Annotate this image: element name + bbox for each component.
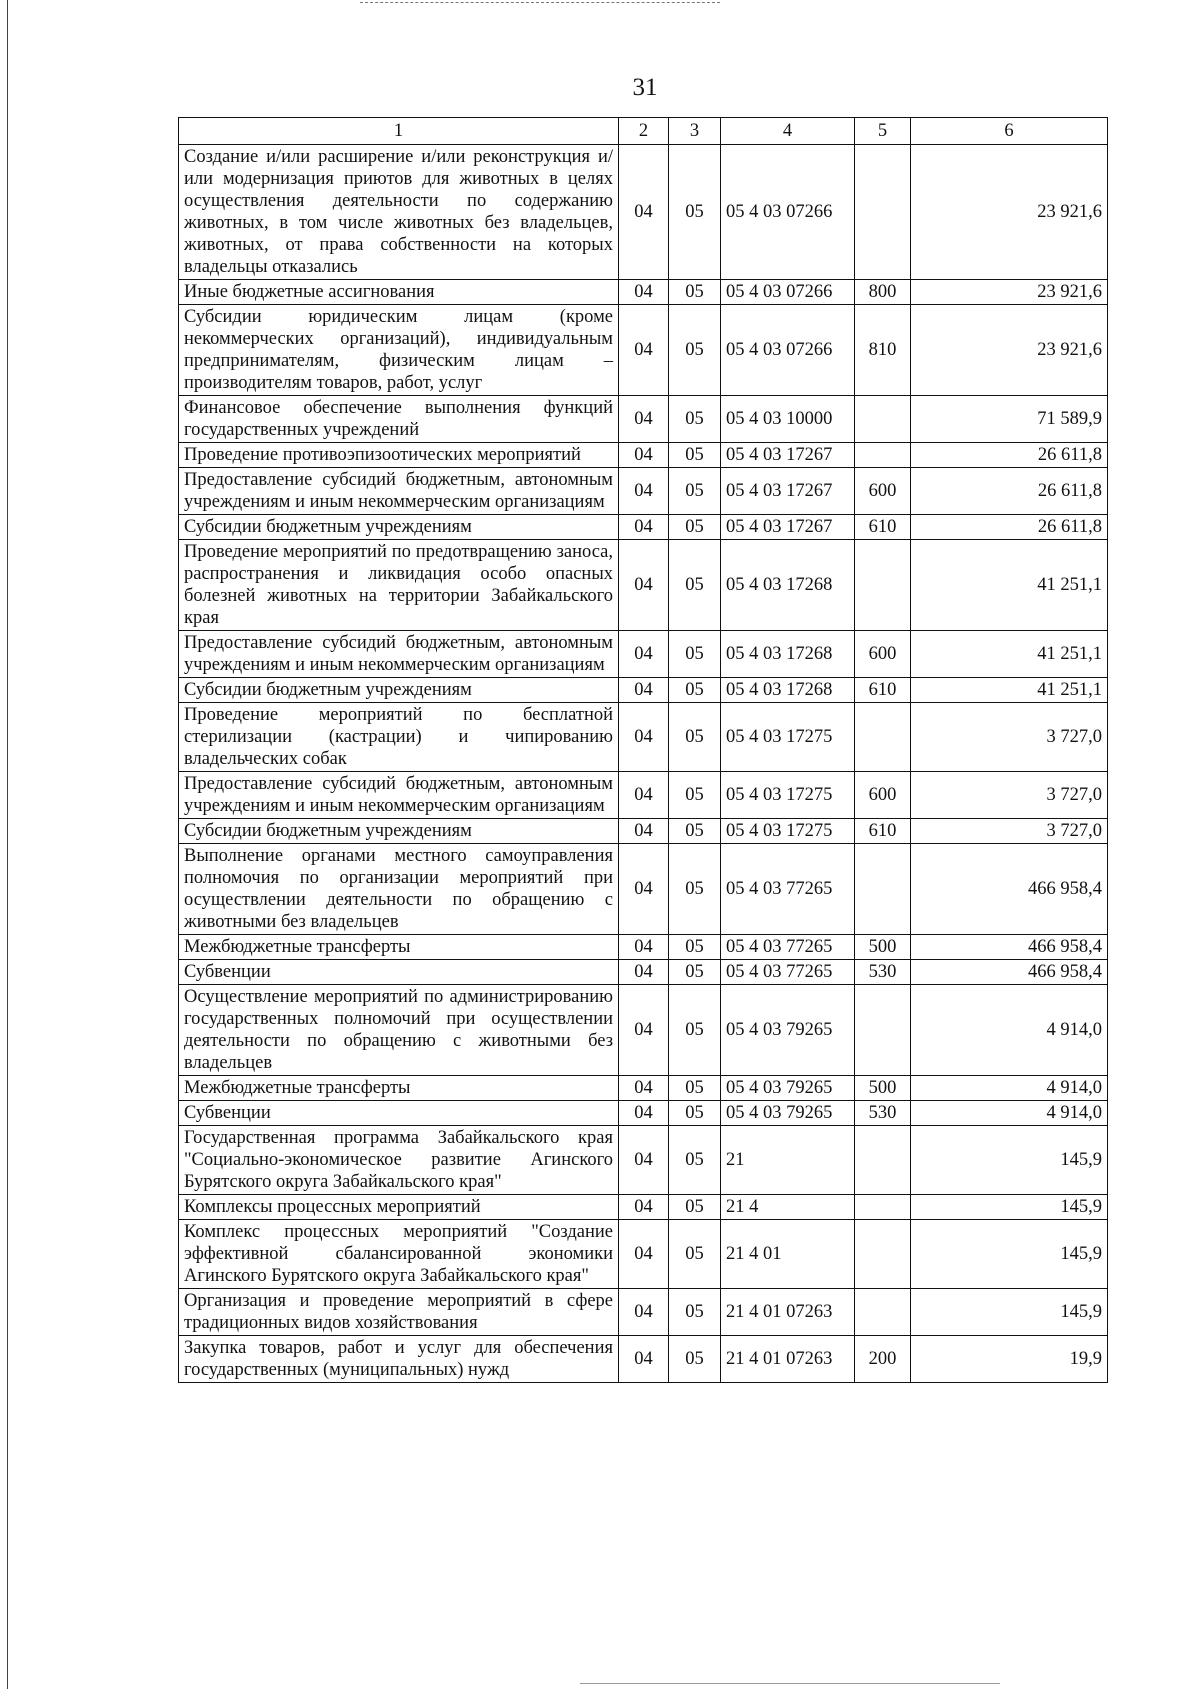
row-sum-cell: 41 251,1 bbox=[911, 540, 1108, 631]
row-expense-type-cell bbox=[855, 540, 911, 631]
row-section-cell: 04 bbox=[619, 631, 669, 678]
row-name-cell: Межбюджетные трансферты bbox=[179, 935, 619, 960]
table-row bbox=[179, 1289, 1108, 1336]
row-expense-type-cell: 500 bbox=[855, 935, 911, 960]
row-subsection-cell: 05 bbox=[669, 1195, 721, 1220]
row-expense-type-cell bbox=[855, 396, 911, 443]
row-section-cell: 04 bbox=[619, 1101, 669, 1126]
row-subsection-cell: 05 bbox=[669, 145, 721, 280]
row-article-cell: 05 4 03 17267 bbox=[721, 468, 855, 515]
row-name-cell: Иные бюджетные ассигнования bbox=[179, 280, 619, 305]
budget-table bbox=[178, 117, 1108, 1383]
row-expense-type-cell: 810 bbox=[855, 305, 911, 396]
table-row bbox=[179, 1195, 1108, 1220]
row-article-cell: 05 4 03 17268 bbox=[721, 540, 855, 631]
page-top-edge bbox=[360, 2, 720, 4]
row-name-cell: Комплекс процессных мероприятий "Создание эффективной сбалансированной экономики Агинского Бурятского округа Забайкальского края" bbox=[179, 1220, 619, 1289]
row-article-cell: 05 4 03 77265 bbox=[721, 935, 855, 960]
row-sum-cell: 466 958,4 bbox=[911, 960, 1108, 985]
row-name-cell: Субсидии бюджетным учреждениям bbox=[179, 678, 619, 703]
row-sum-cell: 145,9 bbox=[911, 1220, 1108, 1289]
row-sum-cell: 26 611,8 bbox=[911, 515, 1108, 540]
row-subsection-cell: 05 bbox=[669, 985, 721, 1076]
row-subsection-cell: 05 bbox=[669, 540, 721, 631]
row-section-cell: 04 bbox=[619, 145, 669, 280]
table-row bbox=[179, 145, 1108, 280]
row-section-cell: 04 bbox=[619, 305, 669, 396]
row-expense-type-cell: 610 bbox=[855, 819, 911, 844]
row-article-cell: 05 4 03 77265 bbox=[721, 844, 855, 935]
column-header: 6 bbox=[911, 118, 1108, 145]
row-name-cell: Проведение мероприятий по бесплатной стерилизации (кастрации) и чипированию владельческих собак bbox=[179, 703, 619, 772]
table-row bbox=[179, 1101, 1108, 1126]
row-sum-cell: 23 921,6 bbox=[911, 305, 1108, 396]
column-header: 2 bbox=[619, 118, 669, 145]
row-subsection-cell: 05 bbox=[669, 280, 721, 305]
row-expense-type-cell bbox=[855, 145, 911, 280]
row-sum-cell: 466 958,4 bbox=[911, 844, 1108, 935]
row-name-cell: Предоставление субсидий бюджетным, автономным учреждениям и иным некоммерческим организациям bbox=[179, 631, 619, 678]
row-subsection-cell: 05 bbox=[669, 678, 721, 703]
row-subsection-cell: 05 bbox=[669, 1220, 721, 1289]
row-subsection-cell: 05 bbox=[669, 305, 721, 396]
row-sum-cell: 3 727,0 bbox=[911, 772, 1108, 819]
row-subsection-cell: 05 bbox=[669, 443, 721, 468]
row-article-cell: 05 4 03 17268 bbox=[721, 631, 855, 678]
table-row bbox=[179, 443, 1108, 468]
row-section-cell: 04 bbox=[619, 468, 669, 515]
table-header-row bbox=[179, 118, 1108, 145]
row-subsection-cell: 05 bbox=[669, 468, 721, 515]
row-name-cell: Комплексы процессных мероприятий bbox=[179, 1195, 619, 1220]
row-expense-type-cell: 610 bbox=[855, 515, 911, 540]
table-row bbox=[179, 844, 1108, 935]
row-subsection-cell: 05 bbox=[669, 1076, 721, 1101]
row-subsection-cell: 05 bbox=[669, 819, 721, 844]
row-section-cell: 04 bbox=[619, 1195, 669, 1220]
row-expense-type-cell bbox=[855, 1126, 911, 1195]
row-expense-type-cell: 530 bbox=[855, 960, 911, 985]
table-row bbox=[179, 631, 1108, 678]
row-article-cell: 05 4 03 17267 bbox=[721, 443, 855, 468]
row-subsection-cell: 05 bbox=[669, 960, 721, 985]
row-article-cell: 05 4 03 07266 bbox=[721, 305, 855, 396]
page-number: 31 bbox=[632, 74, 658, 101]
row-sum-cell: 41 251,1 bbox=[911, 631, 1108, 678]
row-section-cell: 04 bbox=[619, 396, 669, 443]
row-name-cell: Государственная программа Забайкальского края "Социально-экономическое развитие Агинского Бурятского округа Забайкальского края" bbox=[179, 1126, 619, 1195]
row-article-cell: 05 4 03 07266 bbox=[721, 145, 855, 280]
row-expense-type-cell bbox=[855, 703, 911, 772]
row-section-cell: 04 bbox=[619, 540, 669, 631]
row-sum-cell: 71 589,9 bbox=[911, 396, 1108, 443]
row-expense-type-cell: 800 bbox=[855, 280, 911, 305]
row-article-cell: 21 bbox=[721, 1126, 855, 1195]
row-expense-type-cell: 200 bbox=[855, 1336, 911, 1383]
row-sum-cell: 145,9 bbox=[911, 1289, 1108, 1336]
table-row bbox=[179, 540, 1108, 631]
row-name-cell: Субвенции bbox=[179, 1101, 619, 1126]
row-sum-cell: 41 251,1 bbox=[911, 678, 1108, 703]
row-subsection-cell: 05 bbox=[669, 396, 721, 443]
column-header: 4 bbox=[721, 118, 855, 145]
row-subsection-cell: 05 bbox=[669, 935, 721, 960]
row-name-cell: Предоставление субсидий бюджетным, автономным учреждениям и иным некоммерческим организациям bbox=[179, 772, 619, 819]
row-article-cell: 21 4 bbox=[721, 1195, 855, 1220]
row-sum-cell: 3 727,0 bbox=[911, 703, 1108, 772]
row-subsection-cell: 05 bbox=[669, 1289, 721, 1336]
row-expense-type-cell: 530 bbox=[855, 1101, 911, 1126]
table-row bbox=[179, 985, 1108, 1076]
row-subsection-cell: 05 bbox=[669, 1101, 721, 1126]
row-article-cell: 05 4 03 77265 bbox=[721, 960, 855, 985]
row-subsection-cell: 05 bbox=[669, 1336, 721, 1383]
table-row bbox=[179, 1220, 1108, 1289]
row-expense-type-cell: 610 bbox=[855, 678, 911, 703]
row-sum-cell: 26 611,8 bbox=[911, 468, 1108, 515]
row-subsection-cell: 05 bbox=[669, 844, 721, 935]
page-bottom-edge bbox=[580, 1683, 1000, 1684]
row-article-cell: 05 4 03 79265 bbox=[721, 1076, 855, 1101]
table-row bbox=[179, 960, 1108, 985]
row-article-cell: 05 4 03 17275 bbox=[721, 772, 855, 819]
row-expense-type-cell: 600 bbox=[855, 468, 911, 515]
row-section-cell: 04 bbox=[619, 515, 669, 540]
row-sum-cell: 466 958,4 bbox=[911, 935, 1108, 960]
table-row bbox=[179, 935, 1108, 960]
row-article-cell: 21 4 01 07263 bbox=[721, 1336, 855, 1383]
row-expense-type-cell: 500 bbox=[855, 1076, 911, 1101]
column-header: 5 bbox=[855, 118, 911, 145]
row-expense-type-cell: 600 bbox=[855, 772, 911, 819]
row-section-cell: 04 bbox=[619, 935, 669, 960]
row-sum-cell: 4 914,0 bbox=[911, 1101, 1108, 1126]
row-article-cell: 05 4 03 79265 bbox=[721, 1101, 855, 1126]
row-name-cell: Осуществление мероприятий по администрированию государственных полномочий при осуществлении деятельности по обращению с животными без владельцев bbox=[179, 985, 619, 1076]
table-row bbox=[179, 305, 1108, 396]
row-sum-cell: 23 921,6 bbox=[911, 280, 1108, 305]
table-row bbox=[179, 280, 1108, 305]
row-name-cell: Организация и проведение мероприятий в сфере традиционных видов хозяйствования bbox=[179, 1289, 619, 1336]
row-section-cell: 04 bbox=[619, 703, 669, 772]
row-section-cell: 04 bbox=[619, 844, 669, 935]
row-expense-type-cell: 600 bbox=[855, 631, 911, 678]
table-row bbox=[179, 772, 1108, 819]
row-subsection-cell: 05 bbox=[669, 515, 721, 540]
row-sum-cell: 19,9 bbox=[911, 1336, 1108, 1383]
row-sum-cell: 4 914,0 bbox=[911, 1076, 1108, 1101]
row-sum-cell: 3 727,0 bbox=[911, 819, 1108, 844]
row-name-cell: Проведение противоэпизоотических мероприятий bbox=[179, 443, 619, 468]
row-article-cell: 05 4 03 17267 bbox=[721, 515, 855, 540]
table-row bbox=[179, 703, 1108, 772]
table-body bbox=[179, 145, 1108, 1383]
row-expense-type-cell bbox=[855, 844, 911, 935]
row-article-cell: 05 4 03 17275 bbox=[721, 819, 855, 844]
table-row bbox=[179, 515, 1108, 540]
row-name-cell: Субсидии бюджетным учреждениям bbox=[179, 819, 619, 844]
table-row bbox=[179, 396, 1108, 443]
row-article-cell: 05 4 03 10000 bbox=[721, 396, 855, 443]
row-article-cell: 05 4 03 79265 bbox=[721, 985, 855, 1076]
row-article-cell: 21 4 01 07263 bbox=[721, 1289, 855, 1336]
row-section-cell: 04 bbox=[619, 772, 669, 819]
row-subsection-cell: 05 bbox=[669, 772, 721, 819]
row-article-cell: 05 4 03 07266 bbox=[721, 280, 855, 305]
row-expense-type-cell bbox=[855, 1195, 911, 1220]
row-section-cell: 04 bbox=[619, 678, 669, 703]
table-row bbox=[179, 468, 1108, 515]
page-left-edge bbox=[7, 0, 8, 1689]
row-name-cell: Проведение мероприятий по предотвращению заноса, распространения и ликвидация особо опасных болезней животных на территории Забайкальского края bbox=[179, 540, 619, 631]
row-sum-cell: 23 921,6 bbox=[911, 145, 1108, 280]
row-sum-cell: 4 914,0 bbox=[911, 985, 1108, 1076]
row-article-cell: 05 4 03 17268 bbox=[721, 678, 855, 703]
row-section-cell: 04 bbox=[619, 819, 669, 844]
row-name-cell: Выполнение органами местного самоуправления полномочия по организации мероприятий при осуществлении деятельности по обращению с животными без владельцев bbox=[179, 844, 619, 935]
row-expense-type-cell bbox=[855, 1289, 911, 1336]
row-sum-cell: 145,9 bbox=[911, 1195, 1108, 1220]
row-sum-cell: 26 611,8 bbox=[911, 443, 1108, 468]
row-section-cell: 04 bbox=[619, 443, 669, 468]
column-header: 3 bbox=[669, 118, 721, 145]
row-name-cell: Субсидии бюджетным учреждениям bbox=[179, 515, 619, 540]
row-name-cell: Создание и/или расширение и/или реконструкция и/или модернизация приютов для животных в целях осуществления деятельности по содержанию животных, в том числе животных без владельцев, животных, от права собственности на которых владельцы отказались bbox=[179, 145, 619, 280]
row-name-cell: Финансовое обеспечение выполнения функций государственных учреждений bbox=[179, 396, 619, 443]
row-name-cell: Закупка товаров, работ и услуг для обеспечения государственных (муниципальных) нужд bbox=[179, 1336, 619, 1383]
row-name-cell: Субвенции bbox=[179, 960, 619, 985]
row-subsection-cell: 05 bbox=[669, 1126, 721, 1195]
row-expense-type-cell bbox=[855, 443, 911, 468]
table-row bbox=[179, 1336, 1108, 1383]
row-subsection-cell: 05 bbox=[669, 703, 721, 772]
table-row bbox=[179, 819, 1108, 844]
row-expense-type-cell bbox=[855, 985, 911, 1076]
row-subsection-cell: 05 bbox=[669, 631, 721, 678]
row-section-cell: 04 bbox=[619, 1220, 669, 1289]
table-row bbox=[179, 1076, 1108, 1101]
row-section-cell: 04 bbox=[619, 1126, 669, 1195]
row-section-cell: 04 bbox=[619, 1336, 669, 1383]
column-header: 1 bbox=[179, 118, 619, 145]
row-section-cell: 04 bbox=[619, 960, 669, 985]
row-section-cell: 04 bbox=[619, 280, 669, 305]
table-row bbox=[179, 678, 1108, 703]
row-expense-type-cell bbox=[855, 1220, 911, 1289]
table-row bbox=[179, 1126, 1108, 1195]
row-article-cell: 05 4 03 17275 bbox=[721, 703, 855, 772]
row-name-cell: Межбюджетные трансферты bbox=[179, 1076, 619, 1101]
row-name-cell: Субсидии юридическим лицам (кроме некоммерческих организаций), индивидуальным предпринимателям, физическим лицам – производителям товаров, работ, услуг bbox=[179, 305, 619, 396]
row-section-cell: 04 bbox=[619, 1289, 669, 1336]
row-section-cell: 04 bbox=[619, 1076, 669, 1101]
row-sum-cell: 145,9 bbox=[911, 1126, 1108, 1195]
row-name-cell: Предоставление субсидий бюджетным, автономным учреждениям и иным некоммерческим организациям bbox=[179, 468, 619, 515]
row-article-cell: 21 4 01 bbox=[721, 1220, 855, 1289]
row-section-cell: 04 bbox=[619, 985, 669, 1076]
